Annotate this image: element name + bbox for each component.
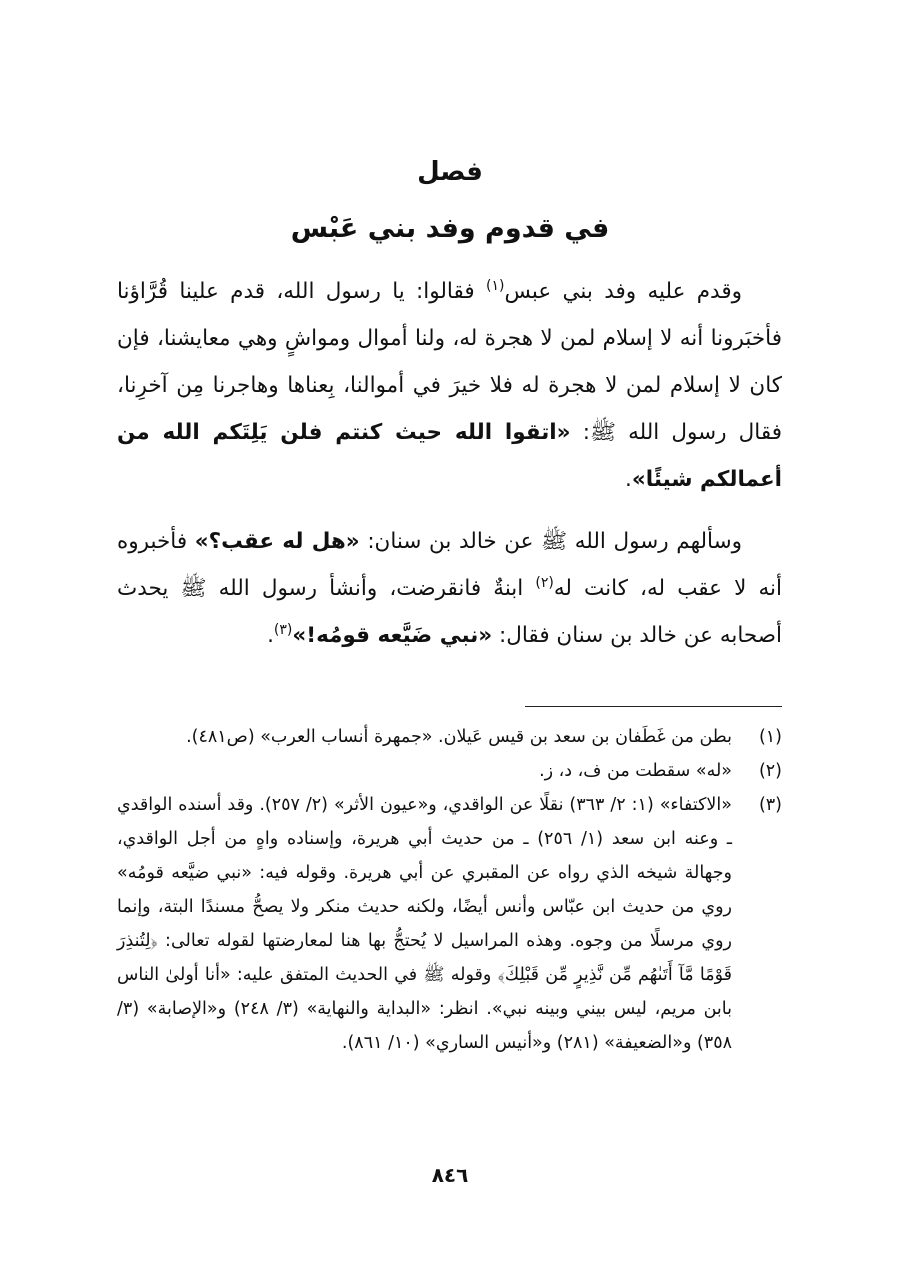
footnote-separator (525, 706, 782, 707)
hadith-quote-2: «هل له عقب؟» (194, 529, 360, 554)
paragraph-2-text-2: فأخبروه أنه لا عقب له، كانت له (117, 529, 782, 601)
paragraph-1 (117, 268, 782, 503)
hadith-quote-3: «نبي ضَيَّعه قومُه!» (292, 623, 493, 648)
footnote-text: «الاكتفاء» (١: ٢/ ٣٦٣) نقلًا عن الواقدي، و«عيون الأثر» (٢/ ٢٥٧). وقد أسنده الواقدي ـ وعنه ابن سعد (١/ ٢٥٦) ـ من حديث أبي هريرة، وإسناده واهٍ من أجل الواقدي، وجهالة شيخه الذي رواه عن المقبري عن أبي هريرة. وقوله فيه: «نبي ضيَّعه قومُه» روي من حديث ابن عبّاس وأنس أيضًا، ولكنه حديث منكر ولا يصحُّ مسندًا البتة، وإنما روي مرسلًا من وجوه. وهذه المراسيل لا يُحتجُّ بها هنا لمعارضتها لقوله تعالى: ﴿لِتُنذِرَ قَوْمًا مَّآ أَتَىٰهُم مِّن نَّذِيرٍ مِّن قَبْلِكَ﴾ وقوله ﷺ في الحديث المتفق عليه: «أنا أولىٰ الناس بابن مريم، ليس بيني وبينه نبي». انظر: «البداية والنهاية» (٣/ ٢٤٨) و«الإصابة» (٣/ ٣٥٨) و«الضعيفة» (٢٨١) و«أنيس الساري» (١٠/ ٨٦١). (117, 795, 732, 1053)
page-number: ٨٤٦ (431, 1163, 469, 1187)
section-subtitle: في قدوم وفد بني عَبْس (290, 213, 610, 244)
footnote-text: «له» سقطت من ف، د، ز. (539, 761, 732, 781)
section-title: فصل (417, 157, 483, 187)
footnote-2 (117, 754, 782, 788)
footnote-ref-1[interactable]: (١) (485, 277, 505, 294)
footnote-number: (٣) (758, 795, 782, 815)
footnote-number: (١) (758, 727, 782, 747)
footnote-ref-2[interactable]: (٢) (535, 574, 554, 591)
paragraph-1-text-2: فقالوا: يا رسول الله، قدم علينا قُرَّاؤنا فأخبَرونا أنه لا إسلام لمن لا هجرة له، ولنا أموال ومواشٍ وهي معايشنا، فإن كان لا إسلام لمن لا هجرة له فلا خيرَ في أموالنا، بِعناها وهاجرنا مِن آخرِنا، فقال رسول الله ﷺ: (117, 279, 782, 445)
hadith-quote-1: «اتقوا الله حيث كنتم فلن يَلِتَكم الله من أعمالكم شيئًا» (117, 420, 782, 492)
paragraph-1-text-3: . (625, 467, 632, 492)
footnote-3 (117, 788, 782, 1060)
paragraph-2 (117, 518, 782, 659)
paragraph-2-text-4: . (267, 623, 274, 648)
footnotes (117, 720, 782, 1060)
paragraph-1-text-1: وقدم عليه وفد بني عبس (504, 279, 742, 304)
footnote-text: بطن من غَطَفان بن سعد بن قيس عَيلان. «جمهرة أنساب العرب» (ص٤٨١). (186, 727, 732, 747)
footnote-ref-3[interactable]: (٣) (273, 621, 293, 638)
paragraph-2-text-1: وسألهم رسول الله ﷺ عن خالد بن سنان: (359, 529, 742, 554)
footnote-number: (٢) (758, 761, 782, 781)
footnote-1 (117, 720, 782, 754)
paragraph-2-text-3: ابنةٌ فانقرضت، وأنشأ رسول الله ﷺ يحدث أصحابه عن خالد بن سنان فقال: (117, 576, 782, 648)
